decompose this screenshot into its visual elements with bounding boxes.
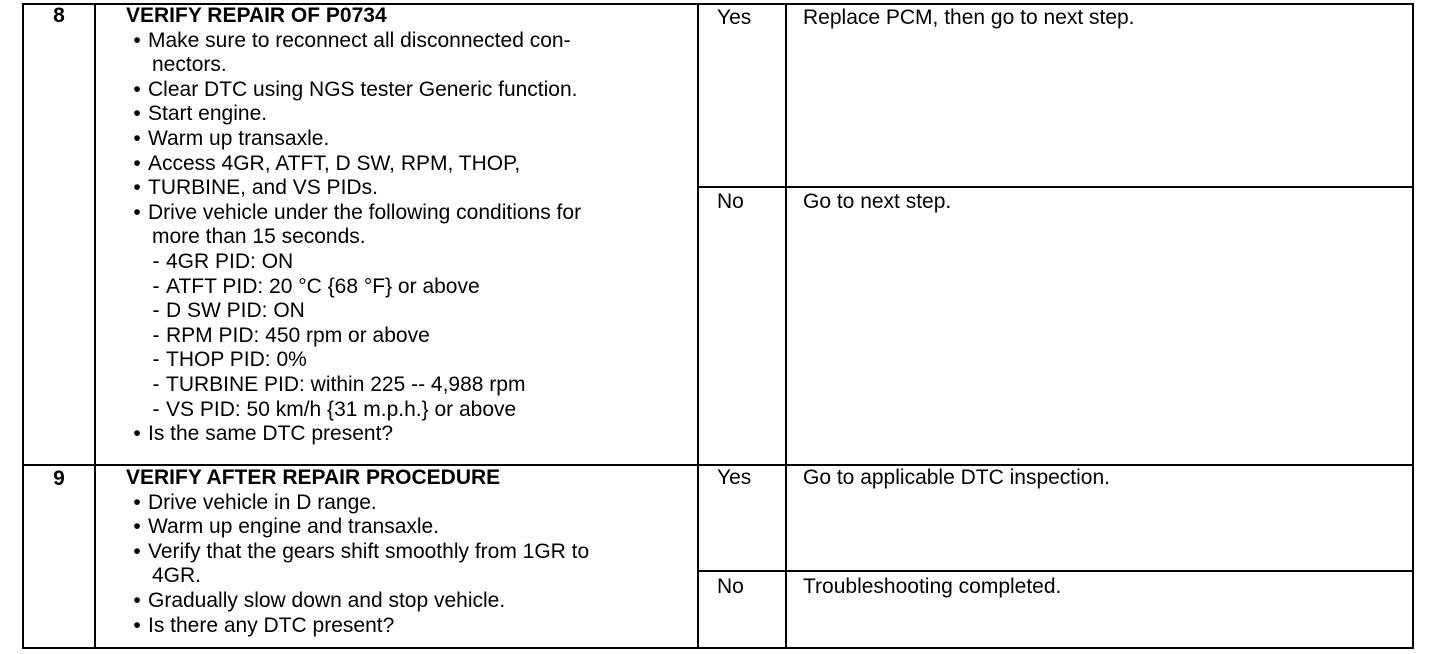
dash-icon: - <box>152 348 160 372</box>
list-item-text: Warm up engine and transaxle. <box>148 515 440 539</box>
bullet-icon: • <box>133 102 141 126</box>
column-divider-action <box>697 3 699 649</box>
sub-list-item-text: ATFT PID: 20 °C {68 °F} or above <box>166 274 480 298</box>
list-item <box>126 29 581 54</box>
list-item <box>126 589 589 614</box>
bullet-icon: • <box>133 613 141 637</box>
step-title: VERIFY AFTER REPAIR PROCEDURE <box>126 466 501 489</box>
step-number: 9 <box>53 467 65 490</box>
list-item-text: Is the same DTC present? <box>148 422 394 446</box>
column-divider-answer <box>785 3 787 649</box>
bullet-icon: • <box>133 515 141 539</box>
list-item-continuation: nectors. <box>152 53 227 77</box>
list-item-text: TURBINE, and VS PIDs. <box>148 176 378 200</box>
sub-list-item <box>126 348 581 373</box>
list-item-text: Access 4GR, ATFT, D SW, RPM, THOP, <box>148 151 521 175</box>
list-item-text: Warm up transaxle. <box>148 126 330 150</box>
row9-yes-no-divider <box>697 570 1414 572</box>
list-item-text: Drive vehicle under the following conditions for <box>148 200 582 224</box>
dash-icon: - <box>152 274 160 298</box>
dash-icon: - <box>152 249 160 273</box>
result-action: Go to applicable DTC inspection. <box>803 466 1110 489</box>
dash-icon: - <box>152 323 160 347</box>
answer-yes: Yes <box>717 466 752 489</box>
bullet-icon: • <box>133 176 141 200</box>
list-item-text: Drive vehicle in D range. <box>148 490 377 514</box>
list-item-text: Make sure to reconnect all disconnected con- <box>148 28 571 52</box>
bullet-icon: • <box>133 200 141 224</box>
step-title: VERIFY REPAIR OF P0734 <box>126 4 387 27</box>
bullet-icon: • <box>133 126 141 150</box>
bullet-icon: • <box>133 490 141 514</box>
dash-icon: - <box>152 372 160 396</box>
dash-icon: - <box>152 299 160 323</box>
sub-list-item-text: TURBINE PID: within 225 -- 4,988 rpm <box>166 372 526 396</box>
list-item-text: Gradually slow down and stop vehicle. <box>148 588 506 612</box>
result-action: Troubleshooting completed. <box>803 575 1062 598</box>
bullet-icon: • <box>133 28 141 52</box>
sub-list-item <box>126 398 581 423</box>
result-action: Go to next step. <box>803 190 952 213</box>
list-item <box>126 515 589 540</box>
list-item <box>126 152 581 177</box>
answer-no: No <box>717 575 744 598</box>
bullet-icon: • <box>133 422 141 446</box>
list-item-text: Verify that the gears shift smoothly from 1GR to <box>148 539 590 563</box>
list-item <box>126 102 581 127</box>
list-item-text: Is there any DTC present? <box>148 613 395 637</box>
sub-list-item <box>126 275 581 300</box>
list-item-text: Start engine. <box>148 102 268 126</box>
sub-list-item-text: RPM PID: 450 rpm or above <box>166 323 430 347</box>
answer-no: No <box>717 190 744 213</box>
step-number: 8 <box>53 4 65 27</box>
result-action: Replace PCM, then go to next step. <box>803 6 1135 29</box>
sub-list-item-text: 4GR PID: ON <box>166 249 294 273</box>
list-item-continuation: more than 15 seconds. <box>152 225 366 249</box>
sub-list-item-text: THOP PID: 0% <box>166 348 307 372</box>
list-item <box>126 201 581 226</box>
step-8-body <box>126 4 581 447</box>
list-item <box>126 127 581 152</box>
sub-list-item <box>126 324 581 349</box>
sub-list-item <box>126 299 581 324</box>
list-item <box>126 422 581 447</box>
sub-list-item <box>126 250 581 275</box>
bullet-icon: • <box>133 588 141 612</box>
list-item <box>126 491 589 516</box>
sub-list-item-text: VS PID: 50 km/h {31 m.p.h.} or above <box>166 397 517 421</box>
step-9-body <box>126 466 589 638</box>
bullet-icon: • <box>133 151 141 175</box>
list-item <box>126 176 581 201</box>
list-item <box>126 540 589 565</box>
list-item-text: Clear DTC using NGS tester Generic function. <box>148 77 578 101</box>
sub-list-item-text: D SW PID: ON <box>166 299 305 323</box>
column-divider-step <box>94 3 96 649</box>
sub-list-item <box>126 373 581 398</box>
answer-yes: Yes <box>717 6 752 29</box>
row8-yes-no-divider <box>697 186 1414 188</box>
bullet-icon: • <box>133 77 141 101</box>
bullet-icon: • <box>133 539 141 563</box>
dash-icon: - <box>152 397 160 421</box>
list-item-continuation: 4GR. <box>152 564 202 588</box>
list-item <box>126 78 581 103</box>
list-item <box>126 614 589 639</box>
